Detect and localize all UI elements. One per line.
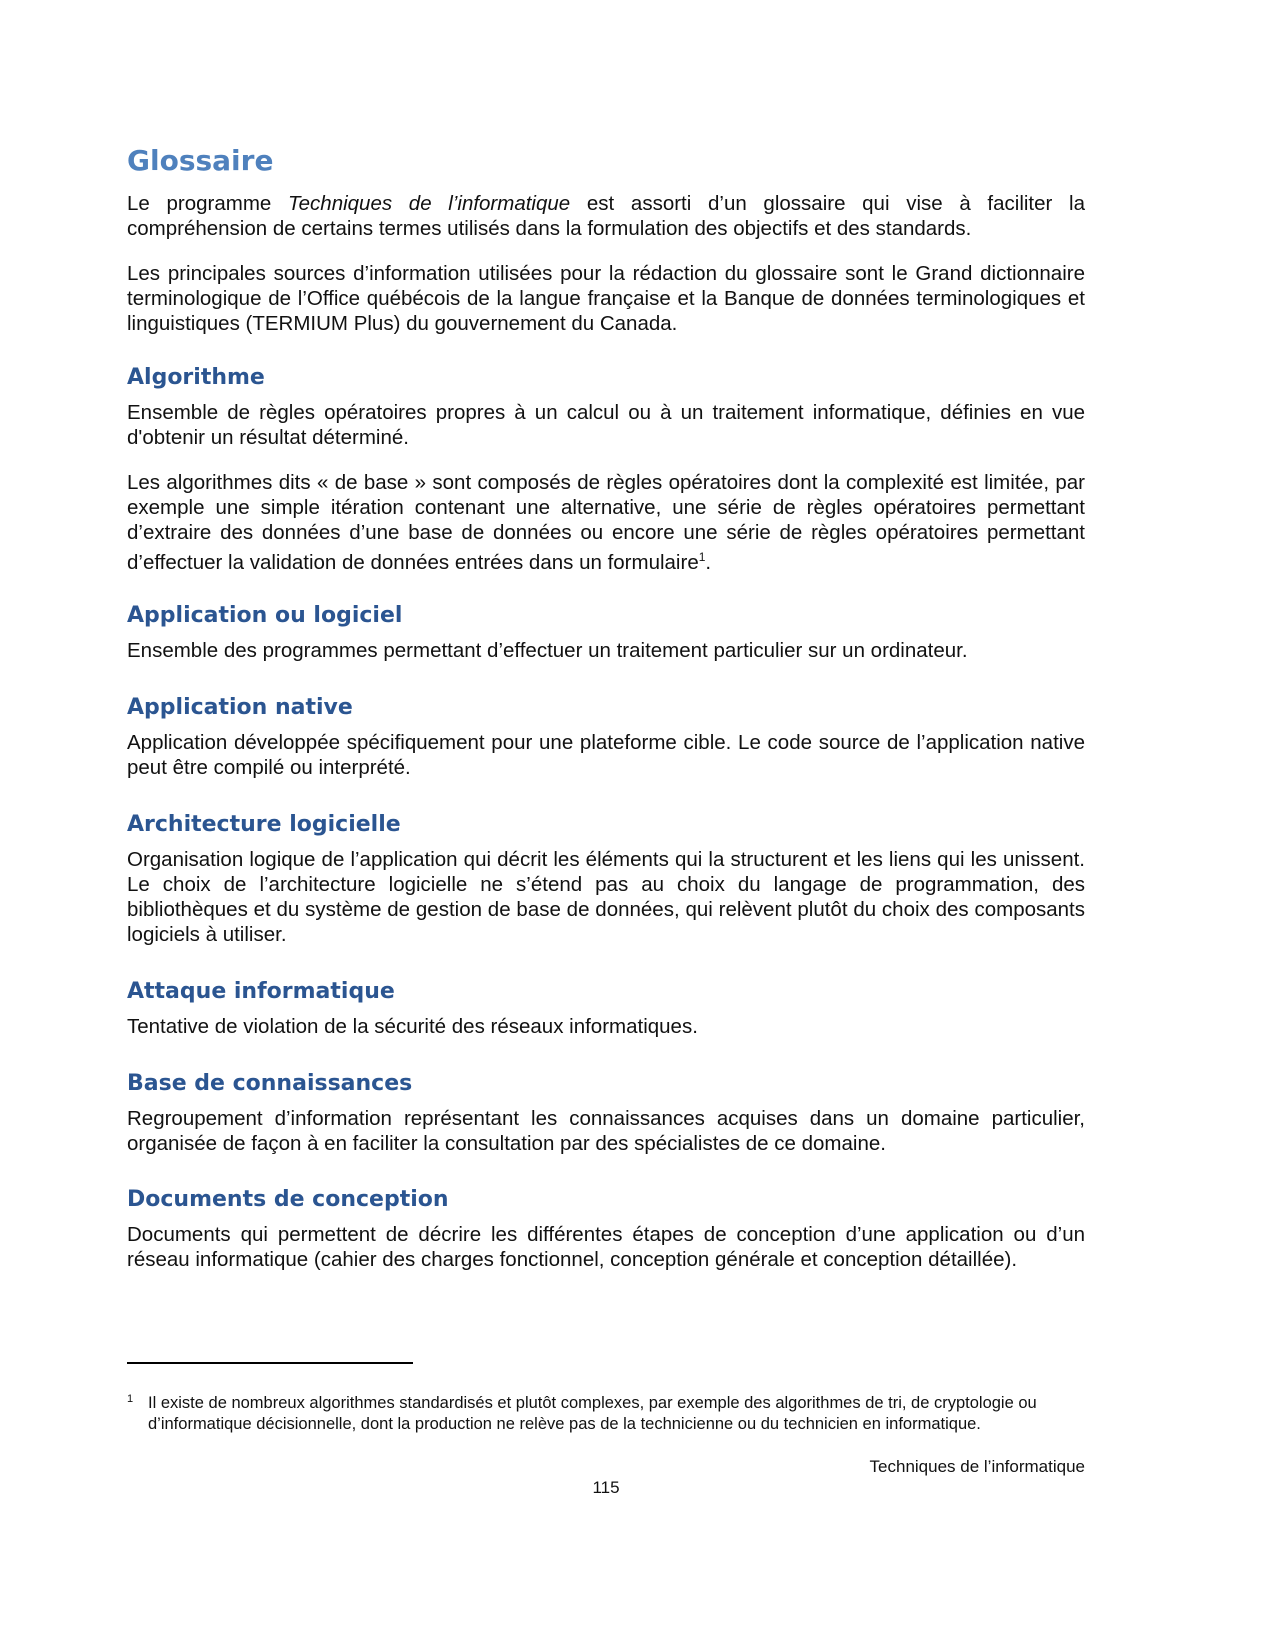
glossary-entry <box>127 979 1085 1039</box>
glossary-entry <box>127 1187 1085 1272</box>
entry-definition <box>127 470 1085 575</box>
glossary-entry <box>127 365 1085 575</box>
entry-definition: Application développée spécifiquement pour une plateforme cible. Le code source de l’application native peut être compilé ou interprété. <box>127 731 1085 779</box>
entry-text: Les algorithmes dits « de base » sont composés de règles opératoires dont la complexité est limitée, par exemple une simple itération contenant une alternative, une série de règles opératoires permettant d’extraire des données d’une base de données ou encore une série de règles opératoires permettant d’effectuer la validation de données entrées dans un formulaire <box>127 471 1085 574</box>
footer-program-name: Techniques de l’informatique <box>869 1457 1085 1476</box>
program-name: Techniques de l’informatique <box>288 192 571 215</box>
entry-term: Base de connaissances <box>127 1071 413 1096</box>
footnote-number: 1 <box>127 1393 134 1405</box>
footnote <box>127 1393 1085 1435</box>
entry-term: Documents de conception <box>127 1187 449 1212</box>
intro-text: est assorti d’un glossaire qui vise à faciliter la compréhension de certains termes utilisés dans la formulation des objectifs et des standards. <box>127 192 1086 240</box>
entry-definition: Ensemble de règles opératoires propres à un calcul ou à un traitement informatique, définies en vue d'obtenir un résultat déterminé. <box>127 401 1085 449</box>
intro-paragraph-2 <box>127 261 1085 336</box>
entry-definition: Documents qui permettent de décrire les différentes étapes de conception d’une application ou d’un réseau informatique (cahier des charges fonctionnel, conception générale et conception détaillée). <box>127 1223 1085 1271</box>
entry-term: Application native <box>127 695 353 720</box>
footnote-text: Il existe de nombreux algorithmes standardisés et plutôt complexes, par exemple des algorithmes de tri, de cryptologie ou d’informatique décisionnelle, dont la production ne relève pas de la technicienne ou du technicien en informatique. <box>148 1394 1037 1433</box>
intro-paragraph-1 <box>127 191 1085 241</box>
intro-text: Les principales sources d’information utilisées pour la rédaction du glossaire sont le Grand dictionnaire terminologique de l’Office québécois de la langue française et la Banque de données terminologiques et linguistiques (TERMIUM Plus) du gouvernement du Canada. <box>127 262 1085 335</box>
entry-definition: Tentative de violation de la sécurité des réseaux informatiques. <box>127 1015 698 1038</box>
page-title-block <box>127 144 1085 177</box>
entry-term: Algorithme <box>127 365 265 390</box>
entry-definition: Ensemble des programmes permettant d’effectuer un traitement particulier sur un ordinateur. <box>127 639 968 662</box>
glossary-entry <box>127 603 1085 663</box>
footnote-separator <box>127 1362 413 1364</box>
entry-text: . <box>705 550 712 574</box>
intro-text: Le programme <box>127 192 288 215</box>
entry-term: Application ou logiciel <box>127 603 403 628</box>
glossary-entry <box>127 695 1085 780</box>
page-number: 115 <box>592 1478 620 1497</box>
entry-term: Architecture logicielle <box>127 812 401 837</box>
entry-definition: Regroupement d’information représentant les connaissances acquises dans un domaine particulier, organisée de façon à en faciliter la consultation par des spécialistes de ce domaine. <box>127 1107 1085 1155</box>
glossary-entry <box>127 812 1085 947</box>
footnote-ref[interactable]: 1 <box>698 550 706 564</box>
entry-definition: Organisation logique de l’application qui décrit les éléments qui la structurent et les liens qui les unissent. Le choix de l’architecture logicielle ne s’étend pas au choix du langage de programmation, des bibliothèques et du système de gestion de base de données, qui relèvent plutôt du choix des composants logiciels à utiliser. <box>127 848 1085 946</box>
entry-term: Attaque informatique <box>127 979 395 1004</box>
glossary-entry <box>127 1071 1085 1156</box>
page-title: Glossaire <box>127 144 274 177</box>
